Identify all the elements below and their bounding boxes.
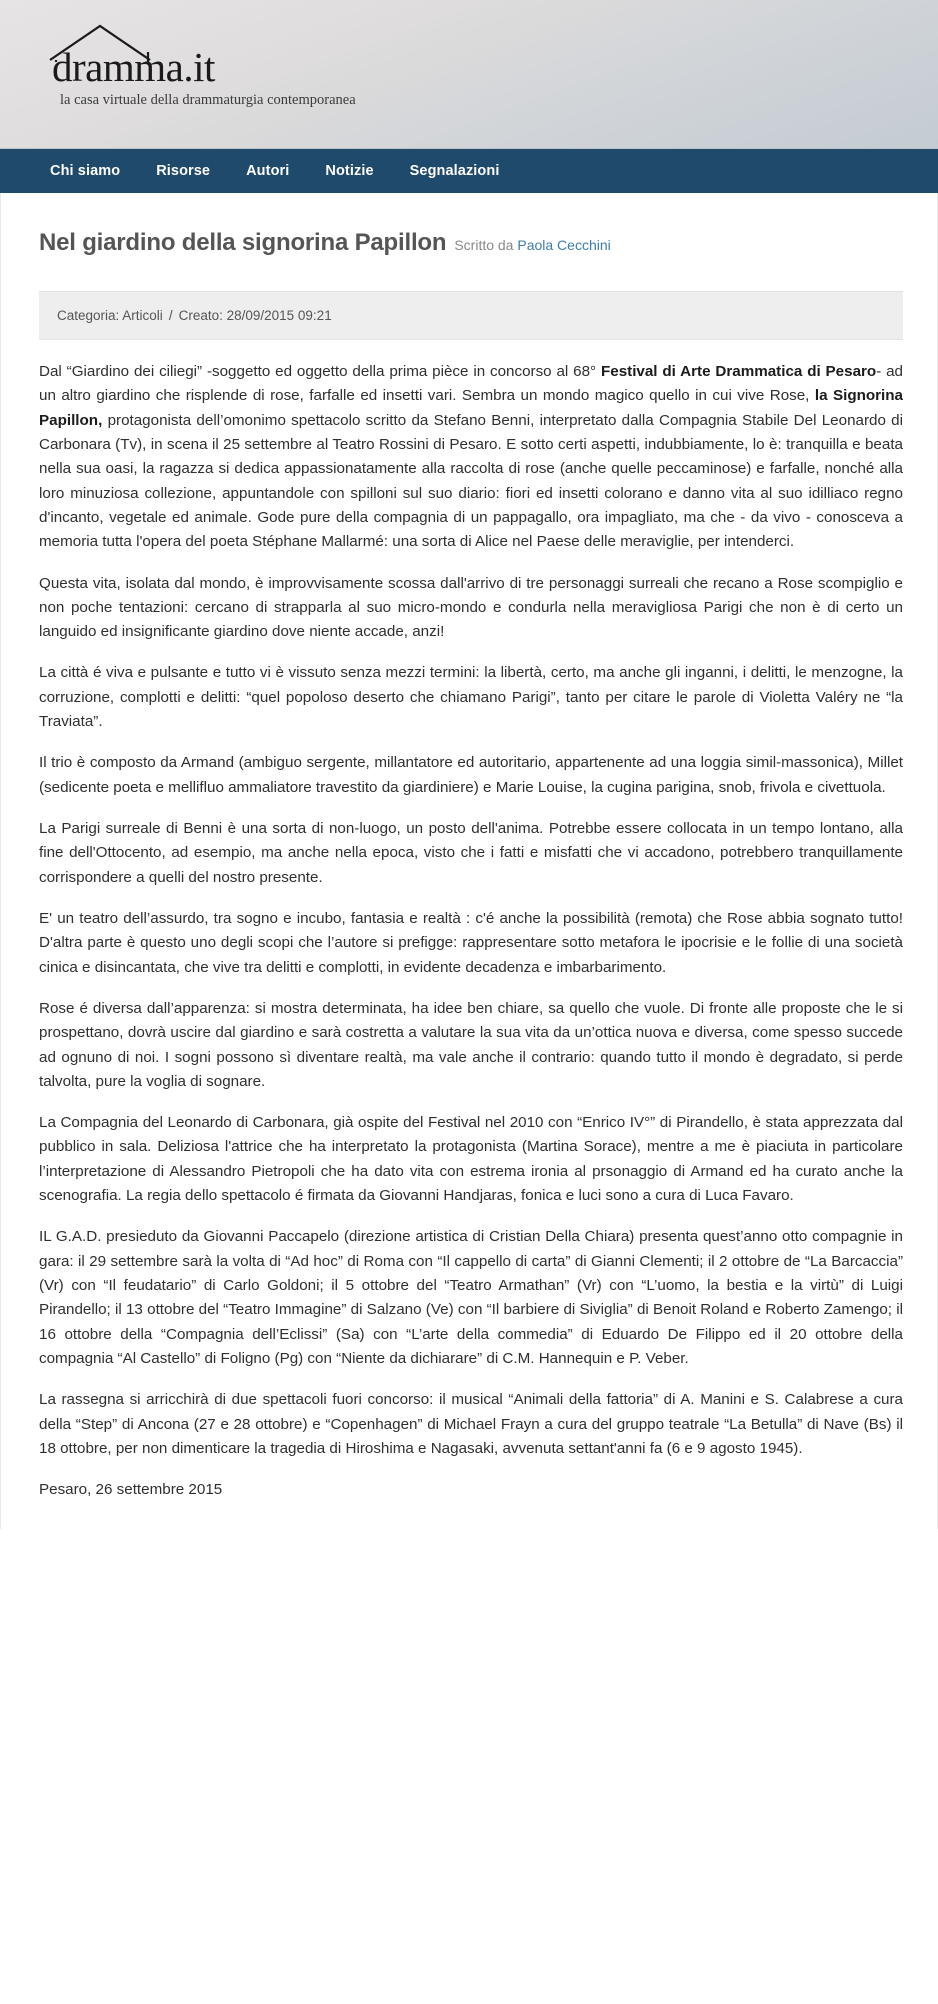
paragraph-text: La città é viva e pulsante e tutto vi è vissuto senza mezzi termini: la libertà, certo, ma anche gli inganni, i delitti, le menzogne, la corruzione, complotti e delitti: “quel popoloso deserto che chiamano Parigi”, tanto per citare le parole di Violetta Valéry ne “la Traviata”. — [39, 664, 903, 731]
meta-category: Categoria: Articoli — [57, 308, 163, 323]
article-header — [39, 193, 903, 263]
nav-item-autori[interactable]: Autori — [246, 163, 290, 179]
paragraph-text: Questa vita, isolata dal mondo, è improvvisamente scossa dall'arrivo di tre personaggi surreali che recano a Rose scompiglio e non poche tentazioni: cercano di strapparla al suo micro-mondo e condurla nella meravigliosa Parigi che non è di certo un languido ed insignificante giardino dove niente accade, anzi! — [39, 574, 903, 641]
paragraph-emphasis: Festival di Arte Drammatica di Pesaro — [600, 363, 877, 380]
byline-prefix: Scritto da — [454, 237, 514, 253]
page-title: Nel giardino della signorina Papillon — [39, 229, 447, 256]
article-paragraph — [39, 751, 903, 800]
article-paragraph — [39, 1111, 903, 1208]
meta-separator: / — [168, 308, 173, 323]
paragraph-text: La rassegna si arricchirà di due spettacoli fuori concorso: il musical “Animali della fattoria” di A. Manini e S. Calabrese a cura della “Step” di Ancona (27 e 28 ottobre) e “Copenhagen” di Michael Frayn a cura del gruppo teatrale “La Betulla” di Nave (Bs) il 18 ottobre, per non dimenticare la tragedia di Hiroshima e Nagasaki, avvenuta settant'anni fa (6 e 9 agosto 1945). — [39, 1391, 903, 1457]
paragraph-text: La Compagnia del Leonardo di Carbonara, già ospite del Festival nel 2010 con “Enrico IV°” di Pirandello, è stata apprezzata dal pubblico in sala. Deliziosa l'attrice che ha interpretato la protagonista (Martina Sorace), mentre a me è piaciuta in particolare l’interpretazione di Alessandro Pietropoli che ha dato vita con estrema ironia al prsonaggio di Armand ed ha curato anche la scenografia. La regia dello spettacolo é firmata da Giovanni Handjaras, fonica e luci sono a cura di Luca Favaro. — [39, 1114, 903, 1205]
paragraph-text: Rose é diversa dall’apparenza: si mostra determinata, ha idee ben chiare, sa quello che vuole. Di fronte alle proposte che le si prospettano, dovrà uscire dal giardino e sarà costretta a valutare la sua vita da un’ottica nuova e diversa, come spesso succede ad ognuno di noi. I sogni possono sì diventare realtà, ma vale anche il contrario: quando tutto il mondo è degradato, si perde talvolta, pure la voglia di sognare. — [39, 999, 903, 1090]
paragraph-text: La Parigi surreale di Benni è una sorta di non-luogo, un posto dell'anima. Potrebbe essere collocata in un tempo lontano, alla fine dell'Ottocento, ad esempio, ma anche nella epoca, visto che i fatti e misfatti che vi accadono, potrebbero tranquillamente corrispondere a quelli del nostro presente. — [39, 820, 903, 886]
nav-item-chi-siamo[interactable]: Chi siamo — [50, 163, 121, 179]
article-paragraph — [39, 661, 903, 734]
meta-created: Creato: 28/09/2015 09:21 — [178, 308, 332, 323]
paragraph-text: Il trio è composto da Armand (ambiguo sergente, millantatore ed autoritario, appartenente ad una loggia simil-massonica), Millet (sedicente poeta e mellifluo ammaliatore travestito da giardiniere) e Marie Louise, la cugina parigina, snob, frivola e civettuola. — [39, 754, 903, 796]
article-paragraph — [39, 1388, 903, 1461]
logo-wordmark: dramma.it — [52, 44, 215, 90]
nav-item-risorse[interactable]: Risorse — [156, 163, 211, 179]
article-paragraph — [39, 1478, 903, 1502]
article-author-link[interactable]: Paola Cecchini — [517, 237, 611, 253]
paragraph-text: - ad un altro giardino che risplende di rose, farfalle ed insetti vari. Sembra un mondo magico quello in cui vive Rose, — [39, 363, 904, 405]
article-content — [0, 193, 938, 1529]
article-byline — [454, 237, 610, 253]
article-meta — [39, 291, 903, 340]
article-paragraph — [39, 360, 903, 555]
paragraph-emphasis: la Signorina Papillon, — [39, 387, 904, 429]
paragraph-text: E' un teatro dell’assurdo, tra sogno e incubo, fantasia e realtà : c'é anche la possibilità (remota) che Rose abbia sognato tutto! D'altra parte è questo uno degli scopi che l’autore si prefigge: rappresentare sotto metafora le ipocrisie e le follie di una società cinica e disincantata, che vive tra delitti e complotti, in evidente decadenza e imbarbarimento. — [39, 909, 903, 976]
nav-item-notizie[interactable]: Notizie — [325, 163, 374, 179]
article-paragraph — [39, 572, 903, 645]
site-banner — [0, 0, 938, 149]
article-paragraph — [39, 1225, 903, 1371]
article-paragraph — [39, 907, 903, 980]
paragraph-text: Pesaro, 26 settembre 2015 — [39, 1481, 223, 1499]
paragraph-text: Dal “Giardino dei ciliegi” -soggetto ed oggetto della prima pièce in concorso al 68° — [39, 363, 601, 380]
article-paragraph — [39, 817, 903, 890]
logo-mark — [48, 22, 368, 88]
article-body — [39, 360, 903, 1529]
paragraph-text: protagonista dell’omonimo spettacolo scritto da Stefano Benni, interpretato dalla Compagnia Stabile Del Leonardo di Carbonara (Tv), in scena il 25 settembre al Teatro Rossini di Pesaro. E sotto certi aspetti, indubbiamente, lo è: tranquilla e beata nella sua oasi, la ragazza si dedica appassionatamente alla raccolta di rose (anche quelle peccaminose) e farfalle, nonché alla loro minuziosa collezione, appuntandole con spilloni sul suo diario: fiori ed insetti colorano e danno vita al suo idilliaco regno d'incanto, vegetale ed animale. Gode pure della compagnia di un pappagallo, ora impagliato, ma che - da vivo - conosceva a memoria tutta l'opera del poeta Stéphane Mallarmé: una sorta di Alice nel Paese delle meraviglie, per intenderci. — [39, 411, 903, 551]
paragraph-text: IL G.A.D. presieduto da Giovanni Paccapelo (direzione artistica di Cristian Della Chiara) presenta quest’anno otto compagnie in gara: il 29 settembre sarà la volta di “Ad hoc” di Roma con “Il cappello di carta” di Gianni Clementi; il 2 ottobre de “La Barcaccia” (Vr) con “Il feudatario” di Carlo Goldoni; il 5 ottobre del “Teatro Armathan” (Vr) con “L’uomo, la bestia e la virtù” di Luigi Pirandello; il 13 ottobre del “Teatro Immagine” di Salzano (Ve) con “Il barbiere di Siviglia” di Benoit Roland e Roberto Zamengo; il 16 ottobre della “Compagnia dell’Eclissi” (Sa) con “L’arte della commedia” di Eduardo De Filippo ed il 20 ottobre della compagnia “Al Castello” di Foligno (Pg) con “Niente da dichiarare” di C.M. Hannequin e P. Veber. — [39, 1228, 903, 1367]
logo-tagline: la casa virtuale della drammaturgia contemporanea — [60, 92, 356, 108]
site-logo[interactable] — [48, 22, 368, 108]
main-navigation — [0, 149, 938, 193]
article-paragraph — [39, 997, 903, 1094]
nav-item-segnalazioni[interactable]: Segnalazioni — [409, 163, 500, 179]
